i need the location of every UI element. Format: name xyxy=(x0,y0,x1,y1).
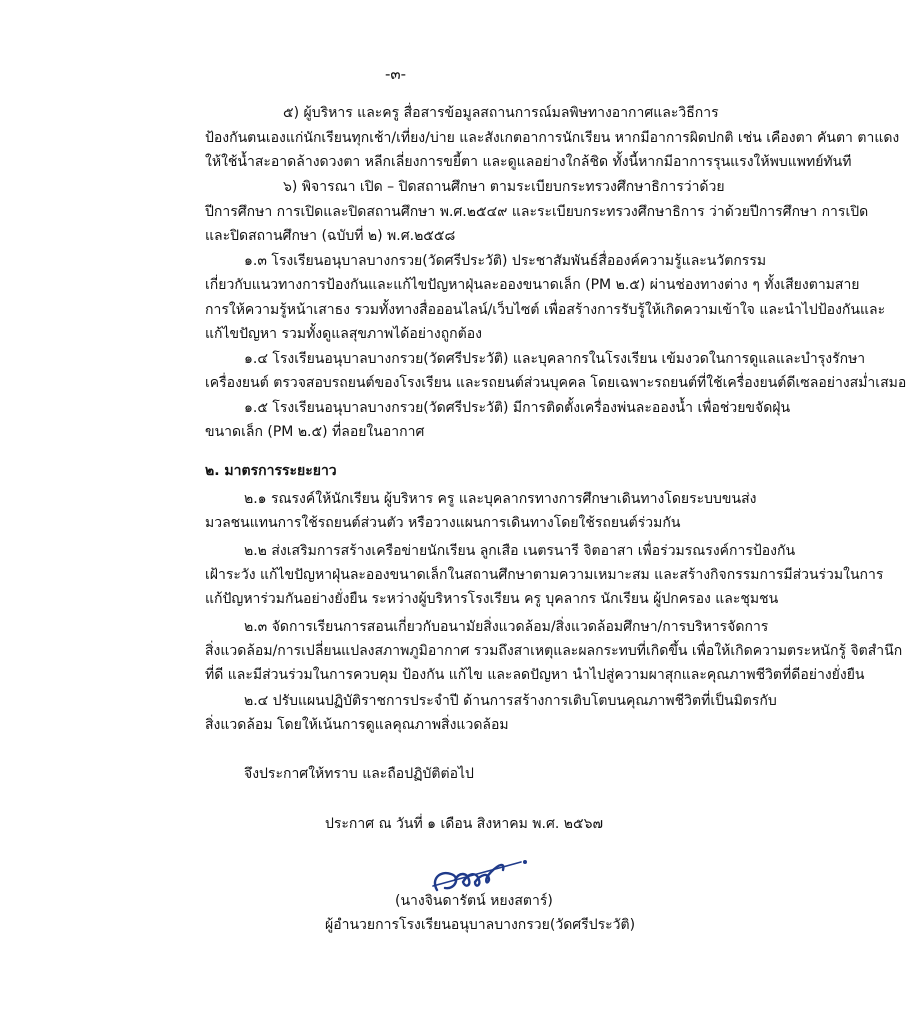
item-2-2-line-2: เฝ้าระวัง แก้ไขปัญหาฝุ่นละอองขนาดเล็กในสถานศึกษาตามความเหมาะสม และสร้างกิจกรรมการมีส่วนร่วมในการ xyxy=(205,567,884,583)
item-2-4-line-2: สิ่งแวดล้อม โดยให้เน้นการดูแลคุณภาพสิ่งแวดล้อม xyxy=(205,717,509,733)
item-6-line-1: ๖) พิจารณา เปิด – ปิดสถานศึกษา ตามระเบียบกระทรวงศึกษาธิการว่าด้วย xyxy=(283,179,725,195)
item-1-4-line-1: ๑.๔ โรงเรียนอนุบาลบางกรวย(วัดศรีประวัติ) และบุคลากรในโรงเรียน เข้มงวดในการดูแลและบำรุงรักษา xyxy=(244,351,866,367)
item-1-3-line-4: แก้ไขปัญหา รวมทั้งดูแลสุขภาพได้อย่างถูกต้อง xyxy=(205,326,482,342)
item-6-line-3: และปิดสถานศึกษา (ฉบับที่ ๒) พ.ศ.๒๕๕๘ xyxy=(205,228,456,244)
item-2-3-line-2: สิ่งแวดล้อม/การเปลี่ยนแปลงสภาพภูมิอากาศ รวมถึงสาเหตุและผลกระทบที่เกิดขึ้น เพื่อให้เกิดความตระหนักรู้ จิตสำนึก xyxy=(205,643,903,659)
item-1-5-line-1: ๑.๕ โรงเรียนอนุบาลบางกรวย(วัดศรีประวัติ) มีการติดตั้งเครื่องพ่นละอองน้ำ เพื่อช่วยขจัดฝุ่น xyxy=(244,400,791,416)
item-1-3-line-1: ๑.๓ โรงเรียนอนุบาลบางกรวย(วัดศรีประวัติ) ประชาสัมพันธ์สื่อองค์ความรู้และนวัตกรรม xyxy=(244,253,767,269)
item-5-line-1: ๕) ผู้บริหาร และครู สื่อสารข้อมูลสถานการณ์มลพิษทางอากาศและวิธีการ xyxy=(283,105,719,121)
item-1-4-line-2: เครื่องยนต์ ตรวจสอบรถยนต์ของโรงเรียน และรถยนต์ส่วนบุคคล โดยเฉพาะรถยนต์ที่ใช้เครื่องยนต์ดีเซลอย่างสม่ำเสมอ xyxy=(205,375,906,391)
item-2-3-line-1: ๒.๓ จัดการเรียนการสอนเกี่ยวกับอนามัยสิ่งแวดล้อม/สิ่งแวดล้อมศึกษา/การบริหารจัดการ xyxy=(244,619,769,635)
closing-statement: จึงประกาศให้ทราบ และถือปฏิบัติต่อไป xyxy=(244,766,474,782)
item-2-3-line-3: ที่ดี และมีส่วนร่วมในการควบคุม ป้องกัน แก้ไข และลดปัญหา นำไปสู่ความผาสุกและคุณภาพชีวิตที่ดีอย่างยั่งยืน xyxy=(205,667,865,683)
item-1-3-line-3: การให้ความรู้หน้าเสาธง รวมทั้งทางสื่อออนไลน์/เว็บไซต์ เพื่อสร้างการรับรู้ให้เกิดความเข้าใจ และนำไปป้องกันและ xyxy=(205,302,886,318)
item-5-line-2: ป้องกันตนเองแก่นักเรียนทุกเช้า/เที่ยง/บ่าย และสังเกตอาการนักเรียน หากมีอาการผิดปกติ เช่น เคืองตา คันตา ตาแดง xyxy=(205,130,900,146)
item-2-4-line-1: ๒.๔ ปรับแผนปฏิบัติราชการประจำปี ด้านการสร้างการเติบโตบนคุณภาพชีวิตที่เป็นมิตรกับ xyxy=(244,693,777,709)
page-number: -๓- xyxy=(384,65,407,83)
item-2-2-line-1: ๒.๒ ส่งเสริมการสร้างเครือข่ายนักเรียน ลูกเสือ เนตรนารี จิตอาสา เพื่อร่วมรณรงค์การป้องกัน xyxy=(244,543,796,559)
signer-title: ผู้อำนวยการโรงเรียนอนุบาลบางกรวย(วัดศรีประวัติ) xyxy=(325,917,636,933)
signer-name: (นางจินดารัตน์ หยงสตาร์) xyxy=(395,893,553,909)
item-5-line-3: ให้ใช้น้ำสะอาดล้างดวงตา หลีกเลี่ยงการขยี้ตา และดูแลอย่างใกล้ชิด ทั้งนี้หากมีอาการรุนแรงให้พบแพทย์ทันที xyxy=(205,154,852,170)
announcement-date: ประกาศ ณ วันที่ ๑ เดือน สิงหาคม พ.ศ. ๒๕๖๗ xyxy=(325,816,604,832)
item-2-1-line-2: มวลชนแทนการใช้รถยนต์ส่วนตัว หรือวางแผนการเดินทางโดยใช้รถยนต์ร่วมกัน xyxy=(205,515,681,531)
section-2-heading: ๒. มาตรการระยะยาว xyxy=(205,463,337,479)
item-1-5-line-2: ขนาดเล็ก (PM ๒.๕) ที่ลอยในอากาศ xyxy=(205,424,425,440)
item-2-2-line-3: แก้ปัญหาร่วมกันอย่างยั่งยืน ระหว่างผู้บริหารโรงเรียน ครู บุคลากร นักเรียน ผู้ปกครอง และชุมชน xyxy=(205,591,779,607)
item-1-3-line-2: เกี่ยวกับแนวทางการป้องกันและแก้ไขปัญหาฝุ่นละอองขนาดเล็ก (PM ๒.๕) ผ่านช่องทางต่าง ๆ ทั้งเสียงตามสาย xyxy=(205,277,860,293)
item-6-line-2: ปีการศึกษา การเปิดและปิดสถานศึกษา พ.ศ.๒๕๔๙ และระเบียบกระทรวงศึกษาธิการ ว่าด้วยปีการศึกษา การเปิด xyxy=(205,204,869,220)
item-2-1-line-1: ๒.๑ รณรงค์ให้นักเรียน ผู้บริหาร ครู และบุคลากรทางการศึกษาเดินทางโดยระบบขนส่ง xyxy=(244,491,757,507)
